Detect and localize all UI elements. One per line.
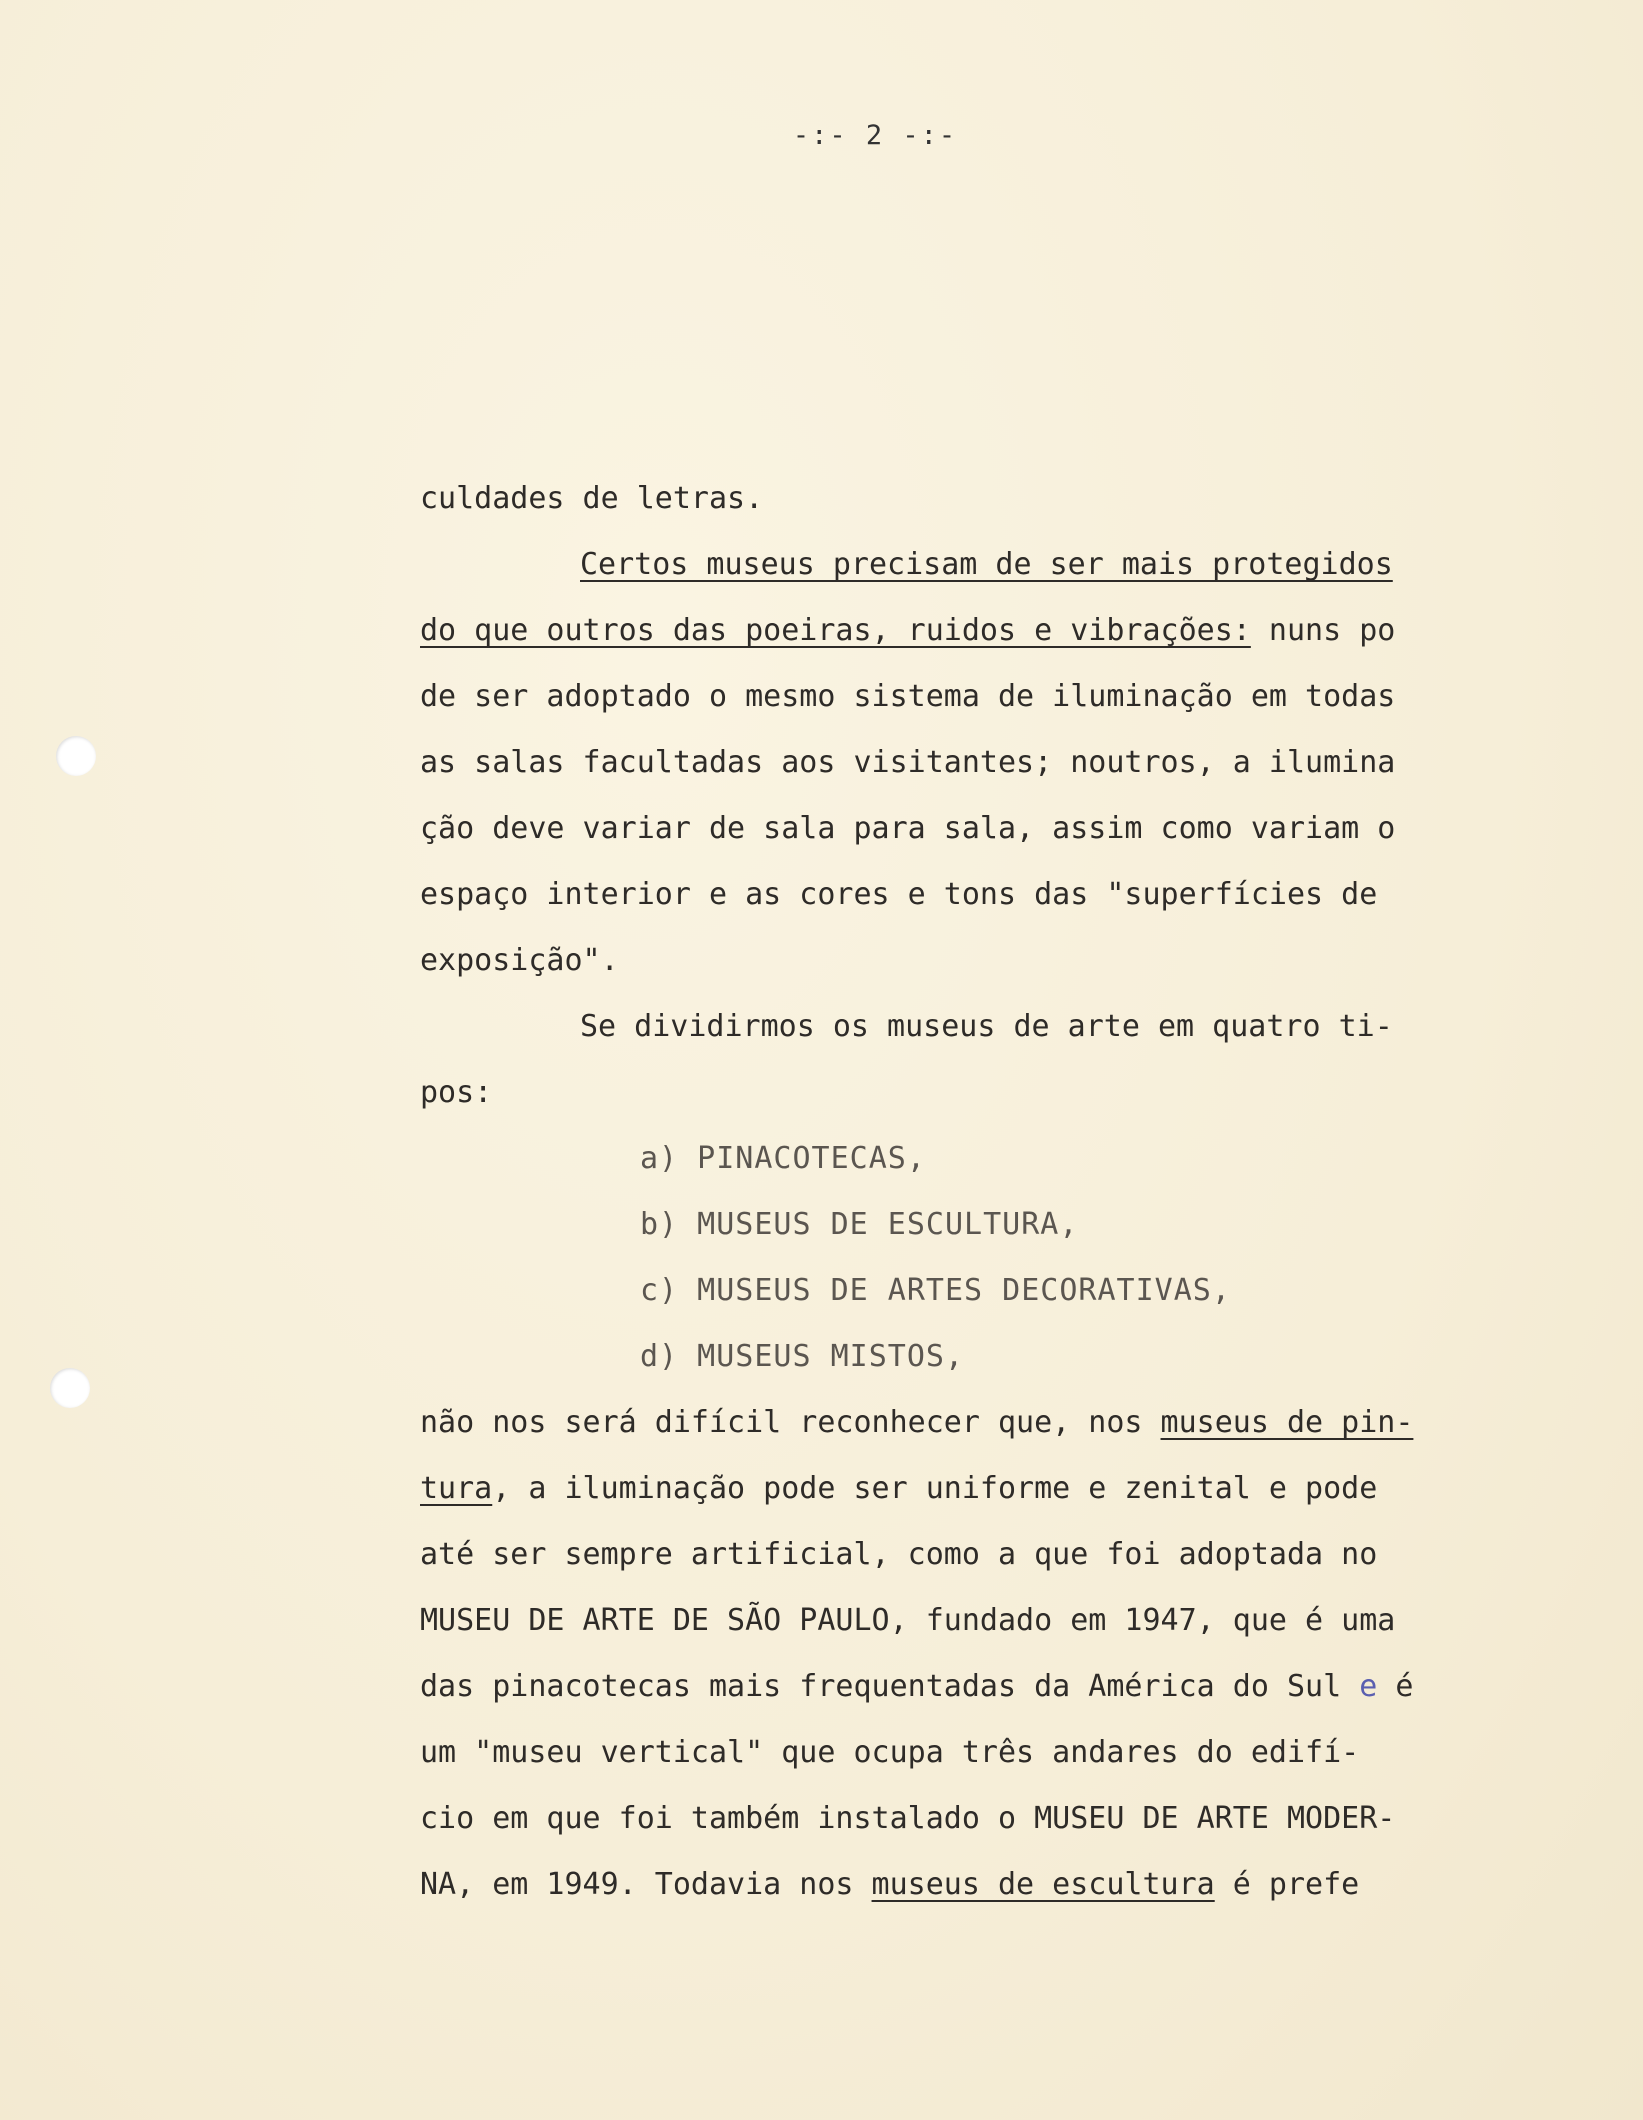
underlined-phrase: Certos museus precisam de ser mais protegidos bbox=[580, 547, 1393, 582]
text-fragment: das pinacotecas mais frequentadas da América do Sul bbox=[420, 1669, 1342, 1704]
underlined-phrase: museus de escultura bbox=[871, 1867, 1215, 1902]
text-fragment: não nos será difícil reconhecer que, nos bbox=[420, 1405, 1143, 1440]
text-fragment: é prefe bbox=[1232, 1867, 1360, 1902]
list-item: b) MUSEUS DE ESCULTURA, bbox=[640, 1207, 1079, 1242]
page-number: -:- 2 -:- bbox=[792, 120, 958, 151]
text-line: as salas facultadas aos visitantes; noutros, a ilumina bbox=[420, 745, 1396, 780]
handwritten-correction: e bbox=[1359, 1669, 1378, 1704]
text-line: MUSEU DE ARTE DE SÃO PAULO, fundado em 1947, que é uma bbox=[420, 1603, 1396, 1638]
text-line: até ser sempre artificial, como a que foi adoptada no bbox=[420, 1537, 1378, 1572]
text-line: um "museu vertical" que ocupa três andares do edifí- bbox=[420, 1735, 1360, 1770]
text-line: culdades de letras. bbox=[420, 481, 764, 516]
punch-hole-top bbox=[56, 736, 96, 776]
text-line: exposição". bbox=[420, 943, 619, 978]
text-line: cio em que foi também instalado o MUSEU DE ARTE MODER- bbox=[420, 1801, 1396, 1836]
text-line: Se dividirmos os museus de arte em quatro ti- bbox=[580, 1009, 1393, 1044]
text-fragment: NA, em 1949. Todavia nos bbox=[420, 1867, 854, 1902]
text-line bbox=[420, 1852, 1500, 1918]
text-fragment: , a iluminação pode ser uniforme e zenital e pode bbox=[492, 1471, 1378, 1506]
text-line bbox=[420, 1456, 1500, 1522]
text-fragment: é bbox=[1395, 1669, 1414, 1704]
underlined-phrase: museus de pin- bbox=[1160, 1405, 1414, 1440]
list-item: a) PINACOTECAS, bbox=[640, 1141, 926, 1176]
list-item: d) MUSEUS MISTOS, bbox=[640, 1339, 965, 1374]
text-line: ção deve variar de sala para sala, assim como variam o bbox=[420, 811, 1396, 846]
text-line bbox=[420, 532, 1500, 598]
body-text bbox=[420, 466, 1500, 1918]
text-line: espaço interior e as cores e tons das "superfícies de bbox=[420, 877, 1378, 912]
underlined-phrase: tura bbox=[420, 1471, 493, 1506]
list-item: c) MUSEUS DE ARTES DECORATIVAS, bbox=[640, 1273, 1231, 1308]
text-line bbox=[420, 1654, 1500, 1720]
text-line: de ser adoptado o mesmo sistema de iluminação em todas bbox=[420, 679, 1396, 714]
text-line bbox=[420, 598, 1500, 664]
text-line: pos: bbox=[420, 1075, 493, 1110]
punch-hole-bottom bbox=[50, 1368, 90, 1408]
underlined-phrase: do que outros das poeiras, ruidos e vibrações: bbox=[420, 613, 1251, 648]
text-fragment: nuns po bbox=[1268, 613, 1396, 648]
text-line bbox=[420, 1390, 1500, 1456]
